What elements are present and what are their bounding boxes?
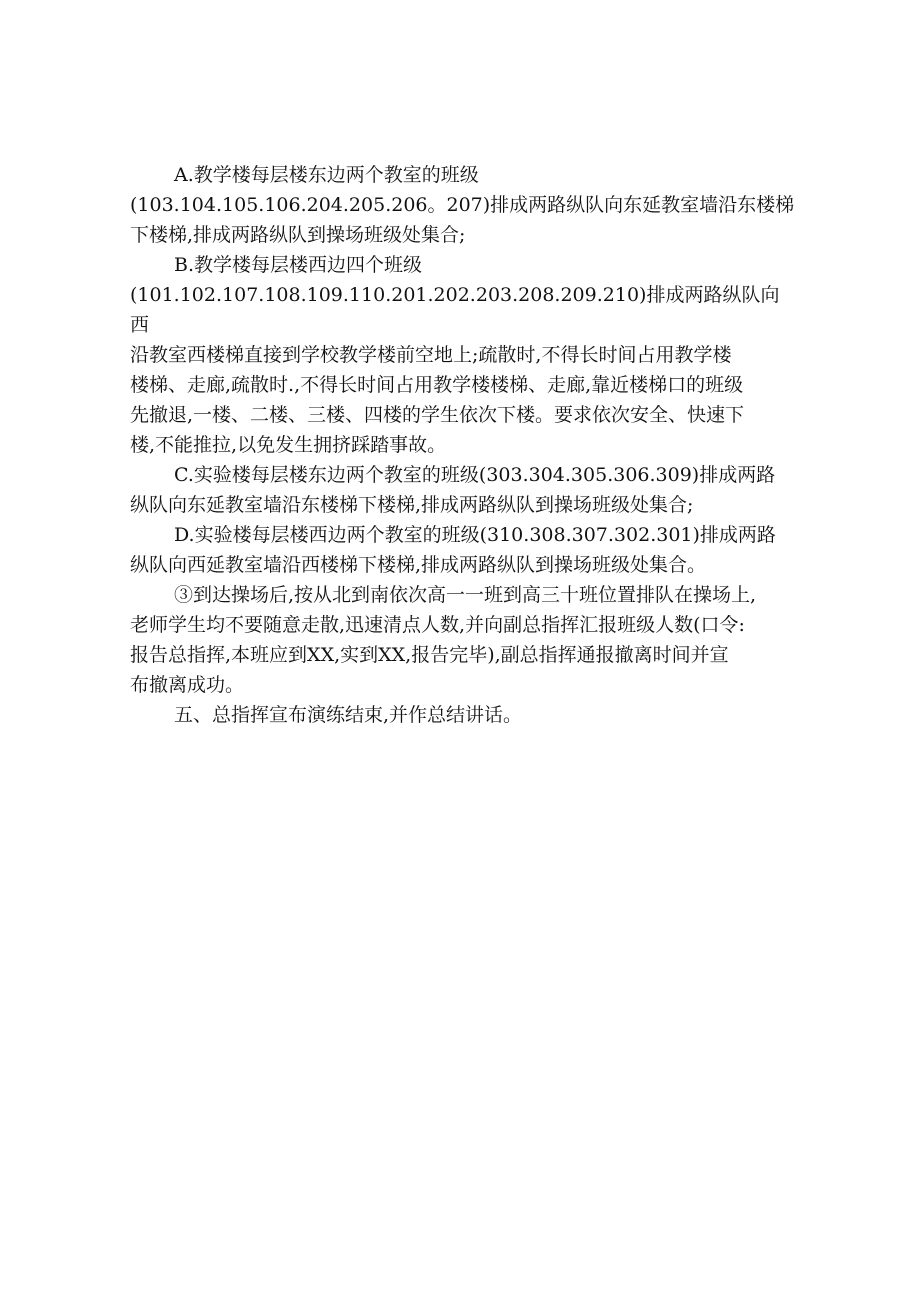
text-line: A.教学楼每层楼东边两个教室的班级 [174,164,479,186]
text-line: 纵队向西延教室墙沿西楼梯下楼梯,排成两路纵队到操场班级处集合。 [130,554,707,576]
text-line: 老师学生均不要随意走散,迅速清点人数,并向副总指挥汇报班级人数(口令: [130,614,745,636]
text-line: 纵队向东延教室墙沿东楼梯下楼梯,排成两路纵队到操场班级处集合; [130,494,694,516]
text-line: 先撤退,一楼、二楼、三楼、四楼的学生依次下楼。要求依次安全、快速下 [130,404,745,426]
text-line: D.实验楼每层楼西边两个教室的班级(310.308.307.302.301)排成两路 [174,524,776,546]
text-line: (103.104.105.106.204.205.206。207)排成两路纵队向东延教室墙沿东楼梯 [130,194,795,216]
paragraph-b [130,250,795,460]
text-line: 布撤离成功。 [130,674,245,696]
text-line: B.教学楼每层楼西边四个班级 [174,254,423,276]
paragraph-assembly [130,580,795,700]
text-line: 报告总指挥,本班应到XX,实到XX,报告完毕),副总指挥通报撤离时间并宣 [130,644,729,666]
text-line: ③到达操场后,按从北到南依次高一一班到高三十班位置排队在操场上, [174,584,757,606]
paragraph-c [130,460,795,520]
document-body [130,160,795,730]
text-line: 楼,不能推拉,以免发生拥挤踩踏事故。 [130,434,447,456]
text-line: 楼梯、走廊,疏散时.,不得长时间占用教学楼楼梯、走廊,靠近楼梯口的班级 [130,374,744,396]
text-line: C.实验楼每层楼东边两个教室的班级(303.304.305.306.309)排成两路 [174,464,776,486]
text-line: 下楼梯,排成两路纵队到操场班级处集合; [130,224,466,246]
text-line: 沿教室西楼梯直接到学校教学楼前空地上;疏散时,不得长时间占用教学楼 [130,344,732,366]
text-line: (101.102.107.108.109.110.201.202.203.208.209.210)排成两路纵队向西 [130,284,780,336]
paragraph-a [130,160,795,250]
paragraph-conclusion [130,700,795,730]
paragraph-d [130,520,795,580]
text-line: 五、总指挥宣布演练结束,并作总结讲话。 [174,704,523,726]
